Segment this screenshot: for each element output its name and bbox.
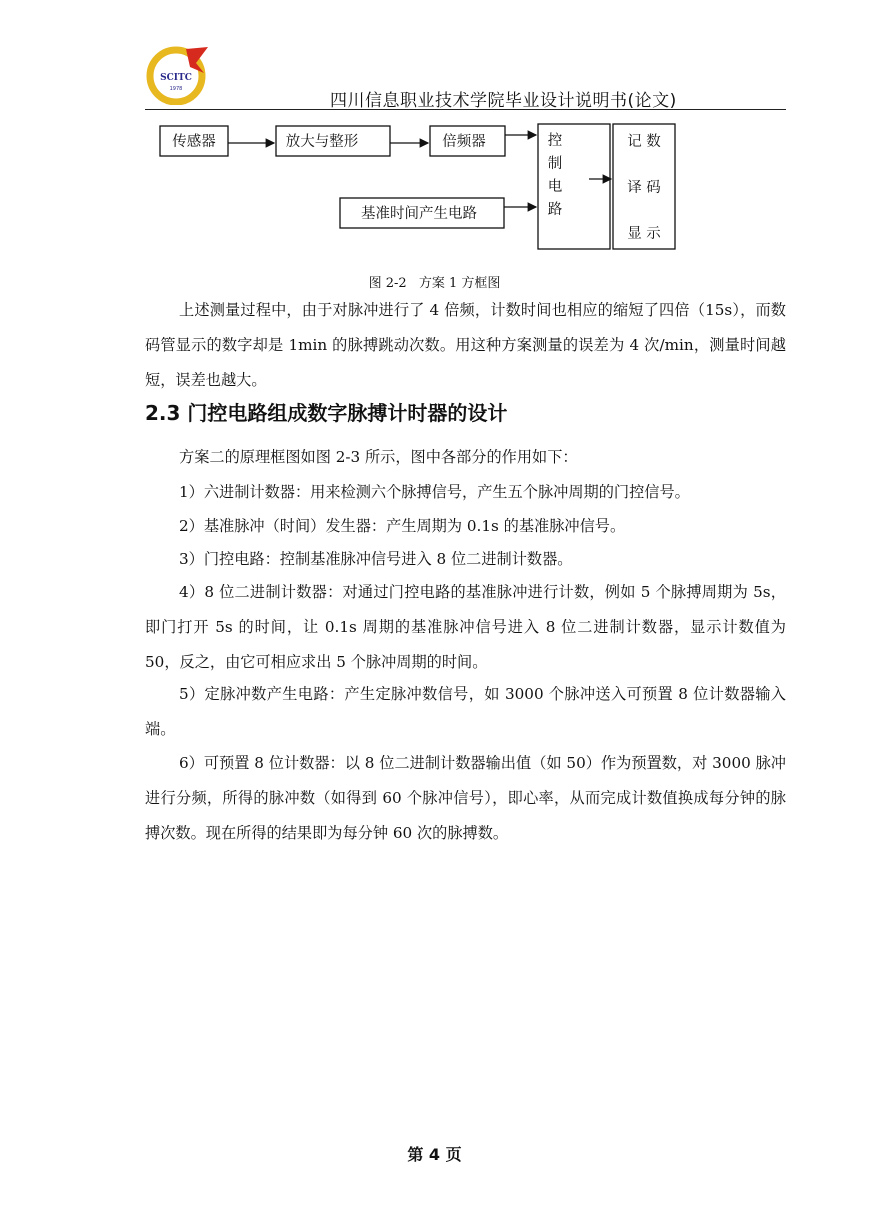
figure-number: 图 2-2: [368, 276, 407, 291]
page-number: 第 4 页: [407, 1145, 462, 1164]
label-control-2: 制: [547, 156, 563, 172]
block-diagram: [150, 118, 690, 258]
label-amplify: 放大与整形: [285, 134, 359, 150]
logo-year: 1978: [169, 86, 183, 92]
label-display-1: 记 数: [627, 134, 661, 150]
figure-caption-text: 方案 1 方框图: [418, 276, 501, 291]
college-logo: [146, 43, 212, 105]
list-item-5: 5）定脉冲数产生电路：产生定脉冲数信号，如 3000 个脉冲送入可预置 8 位计数器输入端。: [145, 685, 786, 738]
label-control-4: 路: [547, 202, 563, 218]
label-control-1: 控: [547, 133, 563, 149]
list-item-4: 4）8 位二进制计数器：对通过门控电路的基准脉冲进行计数，例如 5 个脉搏周期为 5s，即门打开 5s 的时间，让 0.1s 周期的基准脉冲信号进入 8 位二进制计数器，显示计数值为 50，反之，由它可相应求出 5 个脉冲周期的时间。: [145, 583, 786, 671]
label-sensor: 传感器: [172, 134, 216, 150]
paragraph-2: 方案二的原理框图如图 2-3 所示，图中各部分的作用如下：: [179, 448, 578, 466]
list-item-1: 1）六进制计数器：用来检测六个脉搏信号，产生五个脉冲周期的门控信号。: [179, 483, 690, 501]
label-display-2: 译 码: [627, 180, 661, 196]
label-display-3: 显 示: [627, 226, 661, 242]
header-title: 四川信息职业技术学院毕业设计说明书(论文): [330, 91, 677, 111]
label-timebase: 基准时间产生电路: [361, 206, 477, 222]
list-item-3: 3）门控电路：控制基准脉冲信号进入 8 位二进制计数器。: [179, 550, 573, 568]
section-title: 2.3 门控电路组成数字脉搏计时器的设计: [145, 401, 508, 425]
list-item-2: 2）基准脉冲（时间）发生器：产生周期为 0.1s 的基准脉冲信号。: [179, 517, 626, 535]
label-control-3: 电: [547, 179, 563, 195]
list-item-6: 6）可预置 8 位计数器：以 8 位二进制计数器输出值（如 50）作为预置数，对 3000 脉冲进行分频，所得的脉冲数（如得到 60 个脉冲信号），即心率，从而完成计数值换成每分钟的脉搏次数。现在所得的结果即为每分钟 60 次的脉搏数。: [145, 754, 786, 842]
paragraph-1: 上述测量过程中，由于对脉冲进行了 4 倍频，计数时间也相应的缩短了四倍（15s），而数码管显示的数字却是 1min 的脉搏跳动次数。用这种方案测量的误差为 4 次/min，测量时间越短，误差也越大。: [145, 301, 786, 389]
header-divider: [145, 109, 786, 110]
logo-text: SCITC: [160, 73, 192, 83]
label-multiplier: 倍频器: [442, 134, 486, 150]
figure-caption: [0, 272, 869, 291]
